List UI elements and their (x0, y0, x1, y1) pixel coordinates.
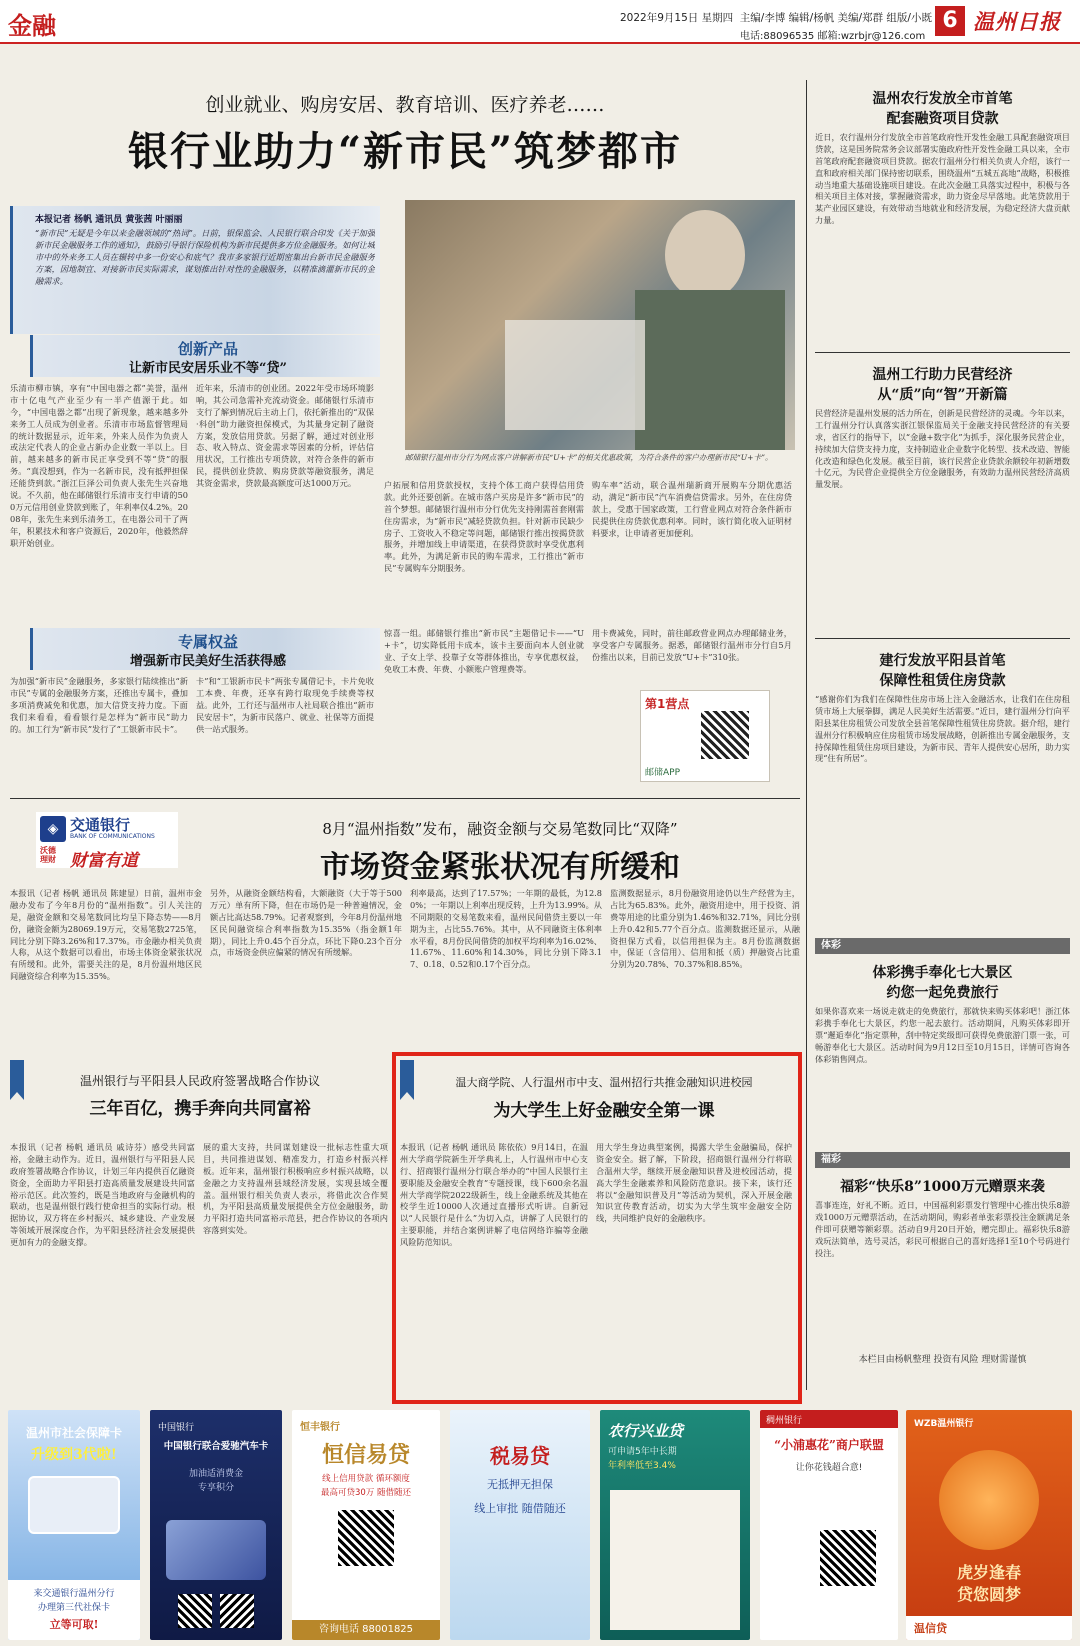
right4-body: 如果你喜欢来一场说走就走的免费旅行，那就快来购买体彩吧！浙江体彩携手奉化七大景区，约您一起去旅行。活动期间，凡购买体彩即开票“邂逅奉化”指定票种，刮中特定奖级即可获得免费旅游门票一张，可畅游奉化七大景区。活动时间为9月12日至10月15日，详情可咨询各体彩销售网点。 (815, 1006, 1070, 1064)
ad-1-title: 中国银行联合爱驰汽车卡 (163, 1441, 269, 1452)
right5-footer: 本栏目由杨帆整理 投资有风险 理财需谨慎 (858, 1355, 1027, 1365)
qr-code-icon (178, 1594, 212, 1628)
ad-wzb[interactable] (906, 1410, 1072, 1640)
ad-6-logo: WZB温州银行 (914, 1419, 974, 1429)
right1-title-2: 配套融资项目贷款 (886, 111, 999, 127)
bocom-slogan-c: 财富有道 (70, 851, 138, 871)
lead-byline: 本报记者 杨帆 通讯员 黄张茜 叶丽丽 (35, 215, 183, 225)
ad-3-line2: 线上审批 随借随还 (474, 1502, 566, 1515)
right2-body: 民营经济是温州发展的活力所在，创新是民营经济的灵魂。今年以来，工行温州分行认真落实浙江银保监局关于金融支持民营经济的有关要求，省区行的指导下，以“金融+数字化”为抓手，深化服务民营企业，持续加大信贷支持力度，支持制造业企业数字化转型、技术改造、智能化改造和绿色化发展。截至目前，该行民营企业贷款余额较年初新增数十亿元，为民营企业提供全方位金融服务，有效助力温州民营经济高质量发展。 (815, 408, 1070, 490)
edu-kicker: 温大商学院、人行温州市中支、温州招行共推金融知识进校园 (455, 1076, 753, 1089)
tiger-icon (939, 1450, 1039, 1550)
ad-1-line1: 加油适消费金 (188, 1469, 243, 1479)
page-number: 6 (935, 6, 965, 36)
coop-bookmark-icon (10, 1060, 24, 1100)
right4-tag: 体彩 (815, 938, 1070, 954)
bocom-en: BANK OF COMMUNICATIONS (70, 833, 155, 840)
edu-col-2: 用大学生身边典型案例，揭露大学生金融骗局，保护资金安全。据了解，下阶段，招商银行温州分行将联合温州大学，继续开展金融知识普及进校园活动，提高大学生金融素养和风险防范意识。接下来，该行还将以“金融知识普及月”等活动为契机，深入开展金融知识宣传教育活动，切实为大学生筑牢金融安全防线，共同维护良好的金融秩序。 (596, 1142, 792, 1224)
bocom-logo-icon: ◈ (40, 816, 66, 842)
bocom-logo-box (36, 812, 178, 871)
lead-body-d: 购车率”活动，联合温州瑞新商开展购车分期优惠活动，满足“新市民”汽车消费信贷需求。另外，在住房贷款上，受惠于国家政策，工行营业网点对符合条件新市民提供住房贷款优惠利率。同时，该行简化收入证明材料要求，让申请者更加便利。 (592, 480, 792, 538)
ad-2-hotline: 咨询电话 88001825 (292, 1620, 440, 1640)
right5-title: 福彩“快乐8”1000万元赠票来袭 (840, 1179, 1045, 1195)
ad-5-logo: 稠州银行 (766, 1416, 803, 1426)
qr-code-icon (701, 711, 749, 759)
ad-4-title: 农行兴业贷 (608, 1422, 684, 1440)
market-kicker: 8月“温州指数”发布，融资金额与交易笔数同比“双降” (322, 820, 678, 838)
ad-boc-card[interactable] (150, 1410, 282, 1640)
ad-0-subtitle: 升级到3代啦! (31, 1447, 117, 1463)
right4-title-2: 约您一起免费旅行 (886, 985, 999, 1001)
ad-bocom-social-card[interactable] (8, 1410, 140, 1640)
sub2-title: 专属权益 (177, 633, 238, 651)
lead-body-e: 为加强“新市民”金融服务，多家银行陆续推出“新市民”专属的金融服务方案，还推出专属卡，叠加多项消费减免和优惠，加大信贷支持力度。下面我们来看看，看看银行是怎样为“新市民”助力的。加工行为“新市民”发行了“工银新市民卡”。 (10, 676, 188, 734)
ad-6-title: 虎岁逢春 (956, 1563, 1021, 1582)
edu-headline: 为大学生上好金融安全第一课 (493, 1101, 715, 1121)
ad-hengfeng[interactable] (292, 1410, 440, 1640)
lead-photo (405, 200, 795, 450)
lead-intro-box (10, 206, 380, 334)
coop-headline: 三年百亿，携手奔向共同富裕 (89, 1099, 311, 1119)
bocom-slogan-a: 沃德 理财 (40, 846, 56, 864)
ad-4-line2: 年利率低至3.4% (608, 1461, 676, 1471)
ad-2-title: 恒信易贷 (321, 1442, 410, 1468)
lead-photo-caption: 邮储银行温州市分行为网点客户讲解新市民“U+卡”的相关优惠政策，为符合条件的客户办理新市民“U+卡”。 (405, 453, 773, 462)
right5-tag: 福彩 (815, 1152, 1070, 1168)
ad-chouzhou[interactable] (760, 1410, 898, 1640)
contact-line: 电话:88096535 邮箱:wzrbjr@126.com (740, 31, 926, 42)
lead-ad-cta: 邮储APP (645, 768, 681, 778)
ad-tax-loan[interactable] (450, 1410, 590, 1640)
lead-ad-box (640, 690, 770, 782)
sub1-subtitle: 让新市民安居乐业不等“贷” (129, 361, 287, 376)
market-col-1: 本报讯（记者 杨帆 通讯员 陈建显）日前，温州市金融办发布了今年8月份的“温州指数”。引人关注的是，融资金额和交易笔数同比均呈下降态势——8月份，融资金额为28069.19万元，交易笔数2725笔，同比分别下降3.26%和17.37%。市金融办相关负责人称，从这个数据可以看出，市场主体资金紧张状况有所缓和。此外，需要关注的是，8月份温州地区民间融资综合利率为15.35%。 (10, 888, 202, 982)
masthead (0, 0, 1080, 44)
ad-2-logo: 恒丰银行 (300, 1422, 340, 1433)
lead-body-h: 用卡费减免，同时，前往邮政营业网点办理邮储业务，享受客户专属服务。据悉，邮储银行温州市分行自5月份推出以来，目前已发放“U+卡”310张。 (592, 628, 792, 662)
social-card-icon (28, 1476, 120, 1534)
ad-0-title: 温州市社会保障卡 (25, 1426, 122, 1440)
ad-6-footer: 温信贷 (914, 1622, 947, 1635)
lead-body-g: 惊喜一组。邮储银行推出“新市民”主题借记卡——“U+卡”，切实降低用卡成本，该卡主要面向本人创业就业、子女上学、投靠子女等群体推出，专享优惠权益，免收工本费、年费、小额账户管理费等。 (384, 628, 584, 674)
ad-2-line1: 线上信用贷款 循环额度 (322, 1474, 410, 1484)
qr-code-icon (338, 1510, 394, 1566)
ad-0-cta: 立等可取! (49, 1618, 99, 1631)
coop-col-1: 本报讯（记者 杨帆 通讯员 戚诗芬）感受共同富裕，金融主动作为。近日，温州银行与平阳县人民政府签署战略合作协议，计划三年内提供百亿融资资金，全面助力平阳县打造高质量发展建设共同富裕示范区。此次签约，既是当地政府与金融机构的联动，也是温州银行践行使命担当的实际行动。根据协议，双方将在乡村振兴、城乡建设、产业发展等领域开展深度合作，为平阳县经济社会发展提供更加有力的金融支撑。 (10, 1142, 195, 1248)
right3-title-2: 保障性租赁住房贷款 (879, 673, 1006, 689)
right3-title-1: 建行发放平阳县首笔 (879, 653, 1006, 669)
right1-body: 近日，农行温州分行发放全市首笔政府性开发性金融工具配套融资项目贷款，这是国务院常务会议部署实施政府性开发性金融工具以来，全市首笔政府配套融资项目贷款。据农行温州分行相关负责人介绍，该行一直和政府相关部门保持密切联系，围绕温州“五城五高地”战略，积极推动当地重大基础设施项目建设。在此次金融工具落实过程中，积极与各相关项目主体对接，掌握融资需求，助力资金尽早落地。此笔贷款用于某产业园区建设，有效带动当地就业和经济发展，为稳定经济大盘贡献力量。 (815, 132, 1070, 226)
ad-2-line2: 最高可贷30万 随借随还 (320, 1488, 412, 1498)
ad-6-line1: 贷您圆梦 (956, 1585, 1021, 1604)
sub2-box (30, 628, 380, 670)
lead-body-b: 近年来，乐清市的创业团。2022年受市场环境影响，其公司急需补充流动资金。邮储银行乐清市支行了解到情况后主动上门，依托新推出的“双保·科创”助力融资担保模式，为其量身定制了融资方案，发放信用贷款。另据了解，通过对创业形态、收入特点、资金需求等因素的分析，评估信用状况，工行推出专项贷款，对符合条件的新市民，提供创业贷款、购房贷款等融资服务，满足其资金需求，贷款最高额度可达1000万元。 (196, 383, 374, 489)
sub1-title: 创新产品 (177, 340, 238, 358)
qr-code-icon (220, 1594, 254, 1628)
lead-body-c: 户拓展和信用贷款授权，支持个体工商户获得信用贷款。此外还要创新。在城市落户买房是许多“新市民”的首个梦想。邮储银行温州市分行优先支持刚需首套刚需住房需求，为“新市民”减轻贷款负担。针对新市民缺少房子、工资收入不稳定等问题，邮储银行推出按揭贷款服务，并增加线上申请渠道，在获得贷款时享受优惠利率。此外，为满足新市民的购车需求，工行推出“新市民”专属购车分期服务。 (384, 480, 584, 574)
market-col-4: 监测数据显示，8月份融资用途仍以生产经营为主，占比为65.83%。此外，融资用途中，用于投资、消费等用途的比重分别为1.46%和32.71%，同比分别上升0.42和5.77个百分点。监测数据还显示，从融资担保方式看，以信用担保为主。8月份监测数据中，保证（含信用）、信用和抵（质）押融资占比重分别为20.78%、70.37%和8.85%。 (610, 888, 800, 970)
right2-title-2: 从“质”向“智”开新篇 (877, 387, 1008, 403)
market-col-3: 利率最高，达到了17.57%；一年期的最低，为12.80%；一年期以上利率出现反转，上升为13.99%。从不同期限的交易笔数来看，温州民间借贷主要以一年期为主，占比55.76%。其中，从不同融资主体利率水平看，8月份民间借贷的加权平均利率为16.02%、11.67%、11.60%和14.30%，同比分别下降3.17、0.18、0.52和0.17个百分点。 (410, 888, 602, 970)
ad-1-line2: 专享积分 (197, 1483, 234, 1493)
lead-headline: 银行业助力“新市民”筑梦都市 (127, 128, 682, 175)
qr-code-icon (820, 1530, 876, 1586)
right3-body: “感谢你们为我们在保障性住房市场上注入金融活水，让我们在住房租赁市场上大展拳脚，满足人民美好生活需要。”近日，建行温州分行向平阳县某住房租赁公司发放全县首笔保障性租赁住房贷款。据介绍，建行温州分行积极响应住房租赁市场发展战略，创新推出专属金融服务，支持保障性租赁住房项目建设，为新市民、青年人提供安心居所，助力实现“住有所居”。 (815, 694, 1070, 764)
sub1-box (30, 335, 380, 377)
edu-col-1: 本报讯（记者 杨帆 通讯员 陈依依）9月14日，在温州大学商学院新生开学典礼上，人行温州市中心支行、招商银行温州分行联合举办的“中国人民银行主要职能及金融安全教育”专题授课，线下600余名温州大学商学院2022级新生，线上金融系统及其他在校学生近10000人次通过直播形式听讲。自新冠以“人民银行是什么”为切入点，讲解了人民银行的主要职能，并结合案例讲解了电信网络诈骗等金融风险防范知识。 (400, 1142, 588, 1248)
ad-4-panel (610, 1490, 740, 1630)
ad-1-logo: 中国银行 (158, 1423, 195, 1433)
market-headline: 市场资金紧张状况有所缓和 (320, 850, 680, 885)
right1-title-1: 温州农行发放全市首笔 (872, 91, 1013, 107)
date-line: 2022年9月15日 星期四 主编/李博 编辑/杨帆 美编/郑群 组版/小既 (620, 12, 932, 24)
lead-body-f: 卡”和“工银新市民卡”两张专属借记卡，卡片免收工本费、年费，还享有跨行取现免手续费等权益。此外，工行还与温州市人社局联合推出“新市民安居卡”，为新市民落户、就业、社保等方面提供一站式服务。 (196, 676, 374, 734)
ad-3-title: 税易贷 (490, 1444, 550, 1468)
ad-abc-loan[interactable] (600, 1410, 750, 1640)
ad-4-line1: 可申请5年中长期 (608, 1447, 677, 1457)
ad-0-footer1: 来交通银行温州分行 (33, 1589, 115, 1599)
lead-kicker: 创业就业、购房安居、教育培训、医疗养老…… (205, 94, 605, 116)
right2-title-1: 温州工行助力民营经济 (872, 367, 1013, 383)
ad-3-line1: 无抵押无担保 (487, 1478, 553, 1491)
sub2-subtitle: 增强新市民美好生活获得感 (129, 654, 286, 669)
right5-body: 喜事连连，好礼不断。近日，中国福利彩票发行管理中心推出快乐8游戏1000万元赠票活动，在活动期间，购彩者单张彩票投注金额满足条件即可获赠等额彩票。活动自9月20日开始，赠完即止。福彩快乐8游戏玩法简单，选号灵活，彩民可根据自己的喜好选择1至10个号码进行投注。 (815, 1200, 1070, 1258)
lead-ad-tag: 第1营点 (645, 697, 690, 711)
ad-5-title: “小浦惠花”商户联盟 (774, 1438, 884, 1452)
coop-col-2: 展的重大支持，共同谋划建设一批标志性重大项目，共同推进谋划、精准发力，打造乡村振兴样板。近年来，温州银行积极响应乡村振兴战略，以金融之力支持温州县域经济发展，实现县域全覆盖。温州银行相关负责人表示，将借此次合作契机，为平阳县高质量发展提供全方位金融服务，助力平阳打造共同富裕示范县，把合作协议的各项内容落到实处。 (203, 1142, 388, 1236)
lead-intro: “新市民”无疑是今年以来金融领域的“热词”。日前，银保监会、人民银行联合印发《关于加强新市民金融服务工作的通知》，鼓励引导银行保险机构为新市民提供多方位金融服务。如何让城市中的外来务工人员在辗转中多一份安心和底气？我市多家银行近期密集出台新市民金融服务方案，因地制宜、对接新市民实际需求，谋划推出针对性的金融服务，以精准滴灌新市民的金融需求。 (35, 228, 375, 286)
market-col-2: 另外，从融资金额结构看，大额融资（大于等于500万元）单有所下降，但在市场仍是一种普遍情况，金额占比高达58.79%。记者观察到，今年8月份温州地区民间融资综合利率指数为15.35%（指金额1年期），同比上升0.45个百分点，环比下降0.23个百分点，市场资金供应偏紧的情况有所缓解。 (210, 888, 402, 958)
coop-kicker: 温州银行与平阳县人民政府签署战略合作协议 (79, 1074, 320, 1088)
ad-5-line1: 让你花钱超合意! (795, 1463, 863, 1473)
right4-title-1: 体彩携手奉化七大景区 (872, 965, 1013, 981)
paper-name: 温州日报 (973, 9, 1061, 34)
ad-0-footer2: 办理第三代社保卡 (37, 1603, 110, 1613)
section-label: 金融 (8, 12, 56, 40)
lead-body-a: 乐清市柳市镇，享有“中国电器之都”美誉，温州市十亿电气产业至少有一半产值源于此。如今，“中国电器之都”出现了新现象，越来越多外来务工人员成为创业者。乐清市市场监督管理局的统计数据显示，近年来，外来人员作为负责人或法定代表人的企业占新办企业数一半以上。目前，越来越多的新市民正享受到不等“贷”的服务。“真没想到，作为一名新市民，没有抵押担保还能贷到款。”浙江巨泽公司负责人张先生兴奋地说。不久前，他在邮储银行乐清市支行申请的500万元信用创业贷款到账了，年利率仅4.2%。2008年，张先生来到乐清务工，在电器公司干了两年，积累技术和客户资源后，2020年，他毅然辞职开始创业。 (10, 383, 188, 548)
credit-card-icon (166, 1520, 266, 1580)
bocom-name: 交通银行 (70, 816, 131, 834)
